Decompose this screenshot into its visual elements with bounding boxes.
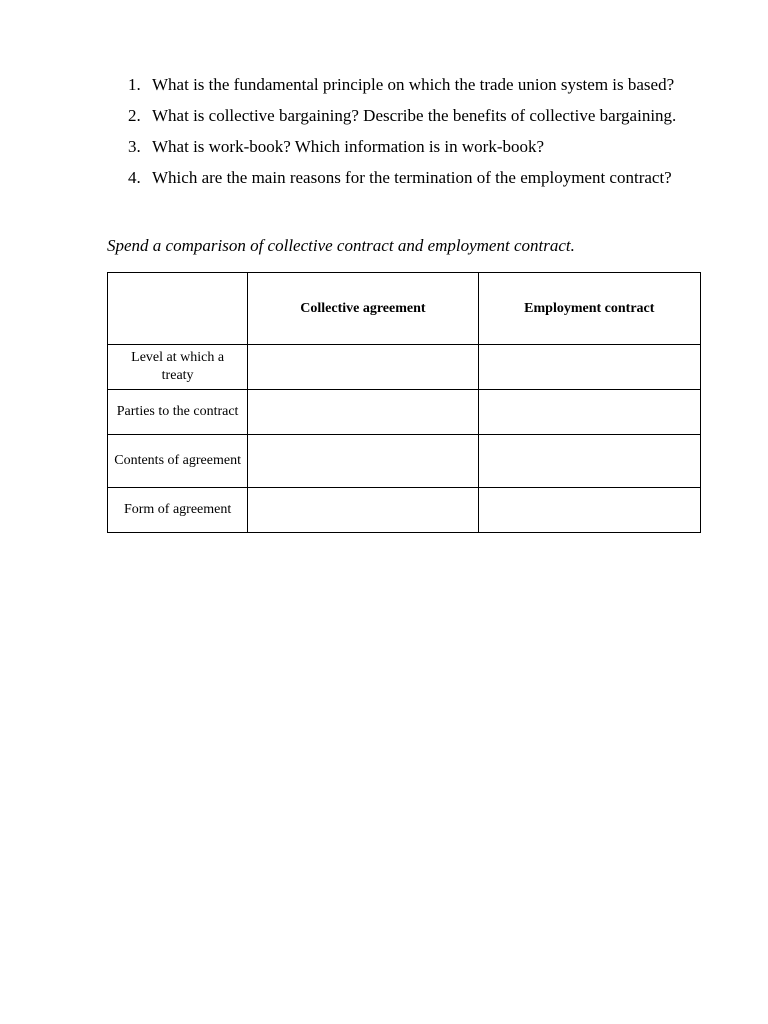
table-header-row [108, 273, 701, 345]
collective-cell [248, 390, 478, 435]
table-row [108, 390, 701, 435]
question-text: What is collective bargaining? Describe the benefits of collective bargaining. [152, 106, 677, 125]
row-label: Parties to the contract [108, 390, 248, 435]
employment-cell [478, 390, 700, 435]
question-number: 3. [128, 137, 141, 156]
question-item [128, 165, 676, 196]
table-row [108, 435, 701, 488]
row-label: Form of agreement [108, 488, 248, 533]
employment-cell [478, 488, 700, 533]
row-label: Level at which a treaty [108, 345, 248, 390]
comparison-table [107, 272, 701, 533]
question-number: 1. [128, 75, 141, 94]
instruction-text: Spend a comparison of collective contract and employment contract. [107, 236, 575, 255]
question-list [128, 72, 676, 196]
employment-cell [478, 345, 700, 390]
question-item [128, 103, 676, 134]
header-cell-empty [108, 273, 248, 345]
question-text: What is work-book? Which information is in work-book? [152, 137, 545, 156]
header-collective-agreement: Collective agreement [248, 273, 478, 345]
collective-cell [248, 345, 478, 390]
collective-cell [248, 488, 478, 533]
question-number: 2. [128, 106, 141, 125]
table-row [108, 488, 701, 533]
header-employment-contract: Employment contract [478, 273, 700, 345]
question-text: What is the fundamental principle on which the trade union system is based? [152, 75, 675, 94]
collective-cell [248, 435, 478, 488]
question-item [128, 72, 676, 103]
question-text: Which are the main reasons for the termination of the employment contract? [152, 168, 672, 187]
question-number: 4. [128, 168, 141, 187]
question-item [128, 134, 676, 165]
employment-cell [478, 435, 700, 488]
table-row [108, 345, 701, 390]
row-label: Contents of agreement [108, 435, 248, 488]
